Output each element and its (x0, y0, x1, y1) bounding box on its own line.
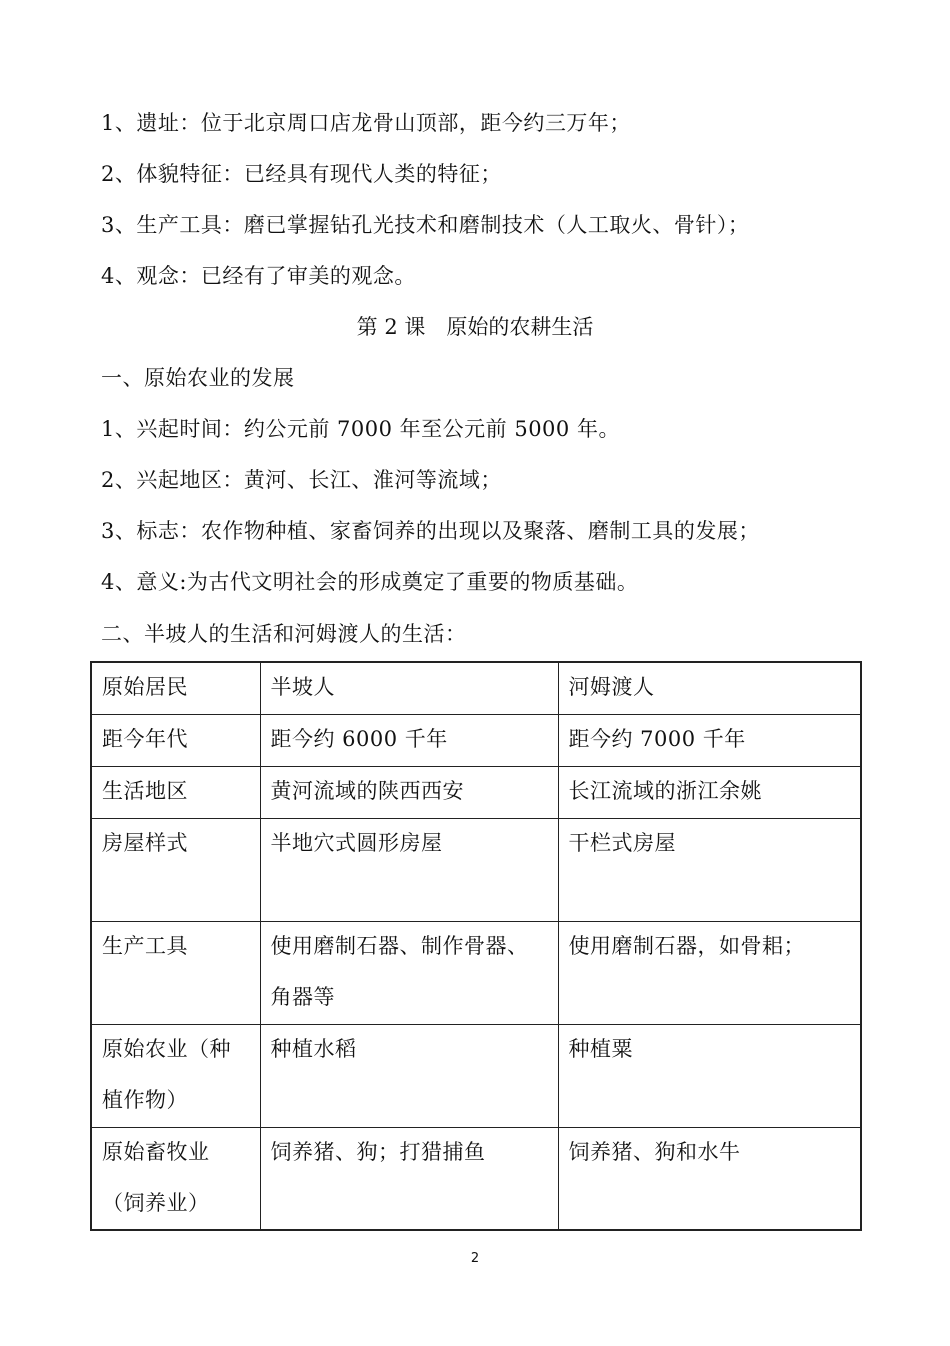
table-cell: 饲养猪、狗；打猎捕鱼 (260, 1127, 558, 1230)
table-cell: 种植水稻 (260, 1024, 558, 1127)
section1-item-4: 4、意义:为古代文明社会的形成奠定了重要的物质基础。 (101, 570, 639, 594)
table-row (91, 818, 861, 921)
table-row (91, 662, 861, 714)
table-cell: 使用磨制石器、制作骨器、角器等 (260, 921, 558, 1024)
table-cell: 房屋样式 (91, 818, 260, 921)
section1-item-1: 1、兴起时间：约公元前 7000 年至公元前 5000 年。 (101, 417, 620, 441)
table-cell: 半地穴式圆形房屋 (260, 818, 558, 921)
table-cell: 原始农业（种植作物） (91, 1024, 260, 1127)
table-cell: 生产工具 (91, 921, 260, 1024)
table-row (91, 1024, 861, 1127)
section2-heading: 二、半坡人的生活和河姆渡人的生活： (101, 622, 467, 646)
table-cell: 距今年代 (91, 714, 260, 766)
table-row (91, 1127, 861, 1230)
table-row (91, 921, 861, 1024)
table-cell: 原始居民 (91, 662, 260, 714)
section1-item-3: 3、标志：农作物种植、家畜饲养的出现以及聚落、磨制工具的发展； (101, 519, 760, 543)
table-cell: 黄河流域的陕西西安 (260, 766, 558, 818)
intro-line-1: 1、遗址：位于北京周口店龙骨山顶部，距今约三万年； (101, 111, 631, 135)
table-cell: 距今约 7000 千年 (558, 714, 861, 766)
comparison-table (90, 661, 862, 1231)
table-cell: 半坡人 (260, 662, 558, 714)
table-cell: 河姆渡人 (558, 662, 861, 714)
intro-line-4: 4、观念：已经有了审美的观念。 (101, 264, 416, 288)
intro-line-2: 2、体貌特征：已经具有现代人类的特征； (101, 162, 502, 186)
table-row (91, 766, 861, 818)
table-cell: 使用磨制石器，如骨耜； (558, 921, 861, 1024)
table-cell: 生活地区 (91, 766, 260, 818)
table-cell: 长江流域的浙江余姚 (558, 766, 861, 818)
table-cell: 干栏式房屋 (558, 818, 861, 921)
page-number: 2 (470, 1251, 480, 1266)
section1-heading: 一、原始农业的发展 (101, 366, 295, 390)
table-cell: 距今约 6000 千年 (260, 714, 558, 766)
table-cell: 饲养猪、狗和水牛 (558, 1127, 861, 1230)
table-cell: 原始畜牧业（饲养业） (91, 1127, 260, 1230)
table-row (91, 714, 861, 766)
lesson-title: 第 2 课 原始的农耕生活 (356, 315, 594, 339)
section1-item-2: 2、兴起地区：黄河、长江、淮河等流域； (101, 468, 502, 492)
intro-line-3: 3、生产工具：磨已掌握钻孔光技术和磨制技术（人工取火、骨针）； (101, 213, 750, 237)
table-cell: 种植粟 (558, 1024, 861, 1127)
